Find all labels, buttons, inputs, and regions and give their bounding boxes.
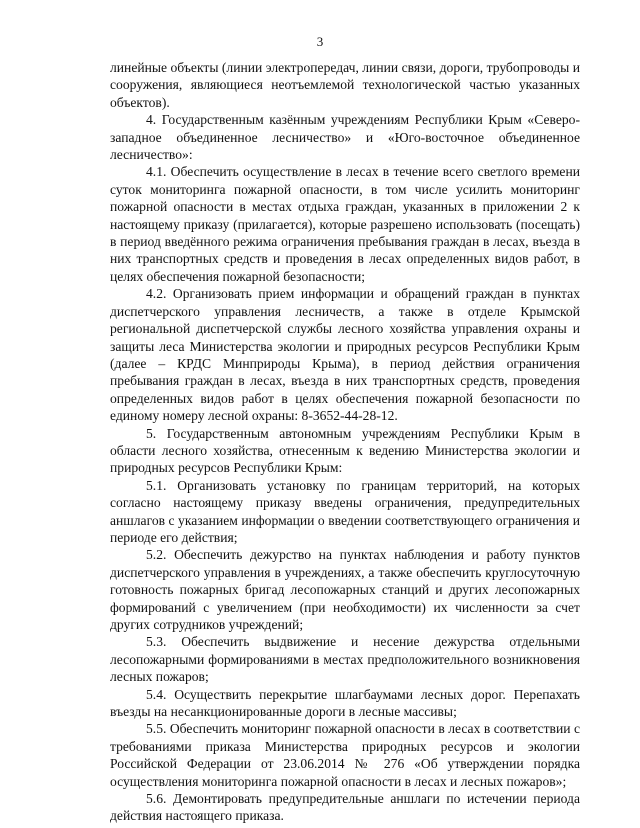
paragraph-item-5-3: 5.3. Обеспечить выдвижение и несение дежурства отдельными лесопожарными формированиями в местах предположительного возникновения лесных пожаров; — [110, 634, 580, 685]
paragraph-item-5-1: 5.1. Организовать установку по границам территорий, на которых согласно настоящему приказу введены ограничения, предупредительных аншлагов с указанием информации о введении соответствующего ограничения и периоде его действия; — [110, 477, 580, 545]
paragraph-item-4: 4. Государственным казённым учреждениям Республики Крым «Северо-западное объединенное лесничество» и «Юго-восточное объединенное лесничество»: — [110, 112, 580, 163]
paragraph-item-5-5: 5.5. Обеспечить мониторинг пожарной опасности в лесах в соответствии с требованиями приказа Министерства природных ресурсов и экологии Российской Федерации от 23.06.2014 № 276 «Об утверждении порядка осуществления мониторинга пожарной опасности в лесах и лесных пожаров»; — [110, 721, 580, 789]
paragraph-item-5: 5. Государственным автономным учреждениям Республики Крым в области лесного хозяйства, отнесенным к ведению Министерства экологии и природных ресурсов Республики Крым: — [110, 425, 580, 476]
page-number: 3 — [316, 34, 324, 49]
paragraph-item-5-2: 5.2. Обеспечить дежурство на пунктах наблюдения и работу пунктов диспетчерского управления в учреждениях, а также обеспечить круглосуточную готовность пожарных бригад лесопожарных станций и других лесопожарных формирований с увеличением (при необходимости) их численности за счет других сотрудников учреждений; — [110, 547, 580, 632]
paragraph-item-5-4: 5.4. Осуществить перекрытие шлагбаумами лесных дорог. Перепахать въезды на несанкционированные дороги в лесные массивы; — [110, 686, 580, 720]
paragraph-item-4-1: 4.1. Обеспечить осуществление в лесах в течение всего светлого времени суток мониторинга пожарной опасности, в том числе усилить мониторинг пожарной опасности в местах отдыха граждан, указанных в приложении 2 к настоящему приказу (прилагается), которые разрешено использовать (посещать) в период введённого режима ограничения пребывания граждан в лесах, въезда в них транспортных средств и проведения в лесах определенных видов работ, в целях обеспечения пожарной безопасности; — [110, 164, 580, 284]
paragraph-item-5-6: 5.6. Демонтировать предупредительные аншлаги по истечении периода действия настоящего приказа. — [110, 791, 580, 824]
document-body — [110, 59, 580, 825]
paragraph-item-4-2: 4.2. Организовать прием информации и обращений граждан в пунктах диспетчерского управления лесничеств, а также в отделе Крымской региональной диспетчерской службы лесного хозяйства управления охраны и защиты леса Министерства экологии и природных ресурсов Республики Крым (далее – КРДС Минприроды Крыма), в период действия ограничения пребывания граждан в лесах, въезда в них транспортных средств, проведения определенных видов работ в целях обеспечения пожарной безопасности по единому номеру лесной охраны: 8-3652-44-28-12. — [110, 286, 580, 424]
paragraph-continuation: линейные объекты (линии электропередач, линии связи, дороги, трубопроводы и сооружения, являющиеся неотъемлемой технологической частью указанных объектов). — [110, 60, 580, 110]
